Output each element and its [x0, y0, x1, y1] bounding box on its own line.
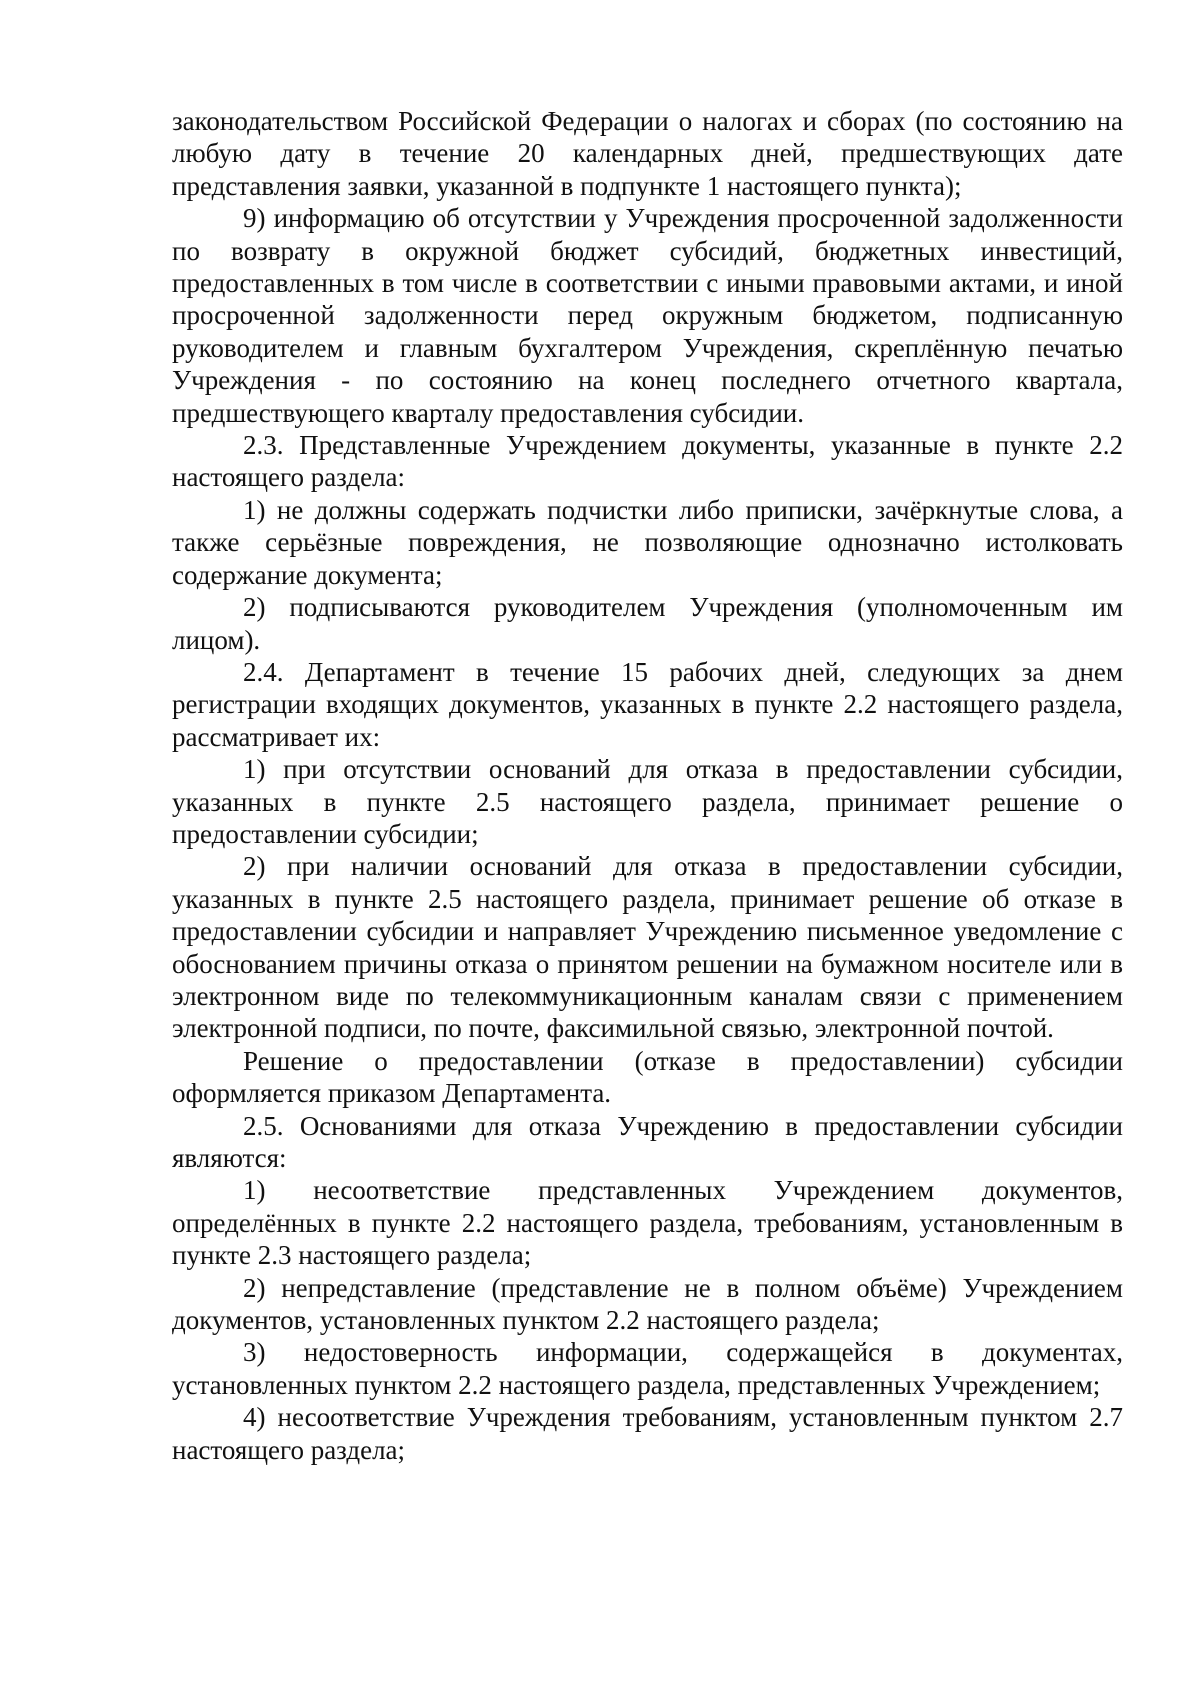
paragraph-continuation: законодательством Российской Федерации о налогах и сборах (по состоянию на любую дату в течение 20 календарных дней, предшествующих дате представления заявки, указанной в подпункте 1 настоящего пункта); [172, 106, 1123, 201]
document-page [172, 105, 1123, 1466]
paragraph-2-5: 2.5. Основаниями для отказа Учреждению в предоставлении субсидии являются: [172, 1110, 1123, 1173]
paragraph-2-4-item-2: 2) при наличии оснований для отказа в предоставлении субсидии, указанных в пункте 2.5 настоящего раздела, принимает решение об отказе в предоставлении субсидии и направляет Учреждению письменное уведомление с обоснованием причины отказа о принятом решении на бумажном носителе или в электронном виде по телекоммуникационным каналам связи с применением электронной подписи, по почте, факсимильной связью, электронной почтой. [172, 851, 1123, 1044]
paragraph-2-5-item-4: 4) несоответствие Учреждения требованиям, установленным пунктом 2.7 настоящего раздела; [172, 1402, 1123, 1465]
paragraph-2-3-item-1: 1) не должны содержать подчистки либо приписки, зачёркнутые слова, а также серьёзные повреждения, не позволяющие однозначно истолковать содержание документа; [172, 494, 1123, 590]
paragraph-2-5-item-2: 2) непредставление (представление не в полном объёме) Учреждением документов, установленных пунктом 2.2 настоящего раздела; [172, 1272, 1123, 1336]
paragraph-2-4: 2.4. Департамент в течение 15 рабочих дней, следующих за днем регистрации входящих документов, указанных в пункте 2.2 настоящего раздела, рассматривает их: [172, 656, 1123, 752]
paragraph-2-3: 2.3. Представленные Учреждением документы, указанные в пункте 2.2 настоящего раздела: [172, 430, 1123, 493]
paragraph-2-5-item-3: 3) недостоверность информации, содержащейся в документах, установленных пунктом 2.2 настоящего раздела, представленных Учреждением; [172, 1337, 1123, 1400]
paragraph-decision: Решение о предоставлении (отказе в предоставлении) субсидии оформляется приказом Департамента. [172, 1045, 1123, 1109]
paragraph-item-9: 9) информацию об отсутствии у Учреждения просроченной задолженности по возврату в окружной бюджет субсидий, бюджетных инвестиций, предоставленных в том числе в соответствии с иными правовыми актами, и иной просроченной задолженности перед окружным бюджетом, подписанную руководителем и главным бухгалтером Учреждения, скреплённую печатью Учреждения - по состоянию на конец последнего отчетного квартала, предшествующего кварталу предоставления субсидии. [172, 203, 1123, 428]
paragraph-2-5-item-1: 1) несоответствие представленных Учреждением документов, определённых в пункте 2.2 настоящего раздела, требованиям, установленным в пункте 2.3 настоящего раздела; [172, 1175, 1123, 1271]
paragraph-2-4-item-1: 1) при отсутствии оснований для отказа в предоставлении субсидии, указанных в пункте 2.5 настоящего раздела, принимает решение о предоставлении субсидии; [172, 754, 1123, 849]
paragraph-2-3-item-2: 2) подписываются руководителем Учреждения (уполномоченным им лицом). [172, 592, 1123, 655]
